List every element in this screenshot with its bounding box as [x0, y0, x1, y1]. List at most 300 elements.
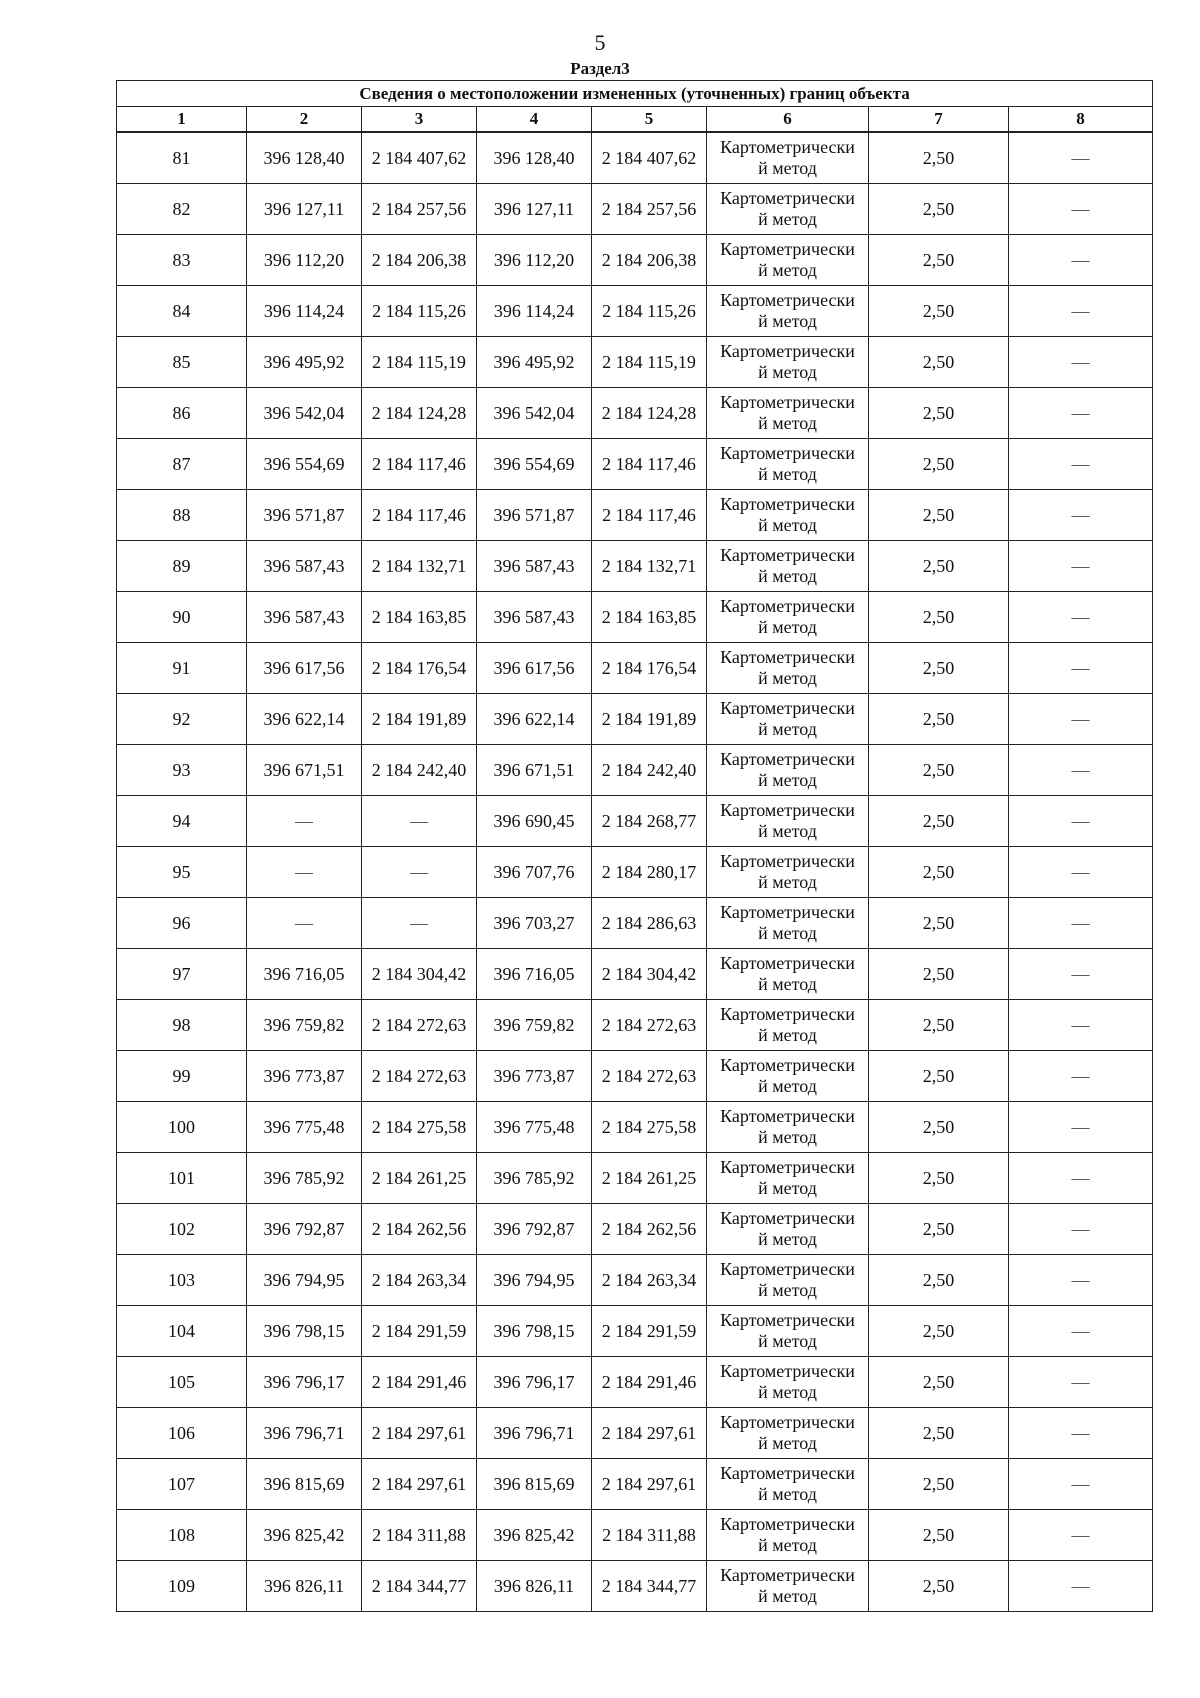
x-old-cell: 396 671,51 [247, 745, 362, 796]
y-new-cell: 2 184 242,40 [592, 745, 707, 796]
y-new-cell: 2 184 275,58 [592, 1102, 707, 1153]
accuracy-cell: 2,50 [869, 1102, 1009, 1153]
y-old-cell: 2 184 163,85 [362, 592, 477, 643]
method-cell [707, 643, 869, 694]
table-row [117, 1459, 1153, 1510]
note-cell: — [1009, 1357, 1153, 1408]
point-number-cell: 103 [117, 1255, 247, 1306]
method-cell [707, 1306, 869, 1357]
accuracy-cell: 2,50 [869, 847, 1009, 898]
method-line-1: Картометрически [720, 1208, 855, 1228]
method-cell [707, 796, 869, 847]
note-cell: — [1009, 745, 1153, 796]
accuracy-cell: 2,50 [869, 184, 1009, 235]
x-new-cell: 396 759,82 [477, 1000, 592, 1051]
x-new-cell: 396 671,51 [477, 745, 592, 796]
table-row [117, 337, 1153, 388]
note-cell: — [1009, 1561, 1153, 1612]
accuracy-cell: 2,50 [869, 643, 1009, 694]
table-row [117, 1102, 1153, 1153]
method-line-1: Картометрически [720, 137, 855, 157]
method-line-2: й метод [758, 719, 817, 739]
point-number-cell: 91 [117, 643, 247, 694]
y-new-cell: 2 184 268,77 [592, 796, 707, 847]
table-row [117, 1051, 1153, 1102]
accuracy-cell: 2,50 [869, 490, 1009, 541]
x-old-cell: — [247, 796, 362, 847]
table-row [117, 1255, 1153, 1306]
x-new-cell: 396 775,48 [477, 1102, 592, 1153]
method-line-2: й метод [758, 1025, 817, 1045]
method-line-1: Картометрически [720, 1310, 855, 1330]
method-cell [707, 1000, 869, 1051]
y-old-cell: 2 184 407,62 [362, 132, 477, 184]
y-old-cell: 2 184 242,40 [362, 745, 477, 796]
table-row [117, 132, 1153, 184]
table-row [117, 541, 1153, 592]
point-number-cell: 108 [117, 1510, 247, 1561]
method-line-1: Картометрически [720, 1055, 855, 1075]
column-header: 8 [1009, 107, 1153, 133]
method-cell [707, 1204, 869, 1255]
table-row [117, 898, 1153, 949]
note-cell: — [1009, 1153, 1153, 1204]
method-line-1: Картометрически [720, 443, 855, 463]
note-cell: — [1009, 1306, 1153, 1357]
y-old-cell: 2 184 117,46 [362, 439, 477, 490]
note-cell: — [1009, 949, 1153, 1000]
y-new-cell: 2 184 297,61 [592, 1459, 707, 1510]
table-row [117, 1408, 1153, 1459]
method-line-2: й метод [758, 923, 817, 943]
method-cell [707, 490, 869, 541]
method-cell [707, 1561, 869, 1612]
section-title: Раздел3 [570, 59, 630, 78]
note-cell: — [1009, 1204, 1153, 1255]
note-cell: — [1009, 643, 1153, 694]
x-new-cell: 396 112,20 [477, 235, 592, 286]
point-number-cell: 96 [117, 898, 247, 949]
table-row [117, 745, 1153, 796]
y-old-cell: 2 184 297,61 [362, 1459, 477, 1510]
method-cell [707, 1510, 869, 1561]
method-cell [707, 388, 869, 439]
table-row [117, 847, 1153, 898]
method-cell [707, 694, 869, 745]
point-number-cell: 83 [117, 235, 247, 286]
method-cell [707, 337, 869, 388]
method-line-1: Картометрически [720, 647, 855, 667]
x-old-cell: 396 775,48 [247, 1102, 362, 1153]
x-old-cell: 396 716,05 [247, 949, 362, 1000]
method-line-1: Картометрически [720, 188, 855, 208]
column-header: 1 [117, 107, 247, 133]
method-cell [707, 1459, 869, 1510]
point-number-cell: 89 [117, 541, 247, 592]
method-cell [707, 1408, 869, 1459]
note-cell: — [1009, 694, 1153, 745]
table-row [117, 439, 1153, 490]
accuracy-cell: 2,50 [869, 1153, 1009, 1204]
y-old-cell: 2 184 261,25 [362, 1153, 477, 1204]
method-line-2: й метод [758, 821, 817, 841]
method-cell [707, 132, 869, 184]
method-line-2: й метод [758, 1127, 817, 1147]
note-cell: — [1009, 847, 1153, 898]
point-number-cell: 84 [117, 286, 247, 337]
note-cell: — [1009, 1510, 1153, 1561]
y-new-cell: 2 184 124,28 [592, 388, 707, 439]
x-old-cell: 396 759,82 [247, 1000, 362, 1051]
method-line-1: Картометрически [720, 1565, 855, 1585]
method-line-1: Картометрически [720, 749, 855, 769]
y-old-cell: 2 184 344,77 [362, 1561, 477, 1612]
method-line-2: й метод [758, 1076, 817, 1096]
accuracy-cell: 2,50 [869, 235, 1009, 286]
method-line-2: й метод [758, 158, 817, 178]
x-new-cell: 396 495,92 [477, 337, 592, 388]
accuracy-cell: 2,50 [869, 1561, 1009, 1612]
method-line-2: й метод [758, 1433, 817, 1453]
note-cell: — [1009, 337, 1153, 388]
point-number-cell: 109 [117, 1561, 247, 1612]
y-old-cell: — [362, 847, 477, 898]
x-old-cell: 396 796,17 [247, 1357, 362, 1408]
method-line-1: Картометрически [720, 494, 855, 514]
method-line-2: й метод [758, 1331, 817, 1351]
note-cell: — [1009, 235, 1153, 286]
y-new-cell: 2 184 291,59 [592, 1306, 707, 1357]
table-row [117, 388, 1153, 439]
y-new-cell: 2 184 407,62 [592, 132, 707, 184]
point-number-cell: 85 [117, 337, 247, 388]
method-line-2: й метод [758, 566, 817, 586]
accuracy-cell: 2,50 [869, 541, 1009, 592]
method-cell [707, 847, 869, 898]
y-old-cell: 2 184 117,46 [362, 490, 477, 541]
method-line-1: Картометрически [720, 290, 855, 310]
x-new-cell: 396 796,17 [477, 1357, 592, 1408]
x-old-cell: 396 792,87 [247, 1204, 362, 1255]
table-row [117, 796, 1153, 847]
point-number-cell: 95 [117, 847, 247, 898]
y-old-cell: 2 184 132,71 [362, 541, 477, 592]
y-new-cell: 2 184 261,25 [592, 1153, 707, 1204]
point-number-cell: 81 [117, 132, 247, 184]
x-new-cell: 396 617,56 [477, 643, 592, 694]
column-header: 6 [707, 107, 869, 133]
x-new-cell: 396 798,15 [477, 1306, 592, 1357]
x-old-cell: 396 617,56 [247, 643, 362, 694]
table-row [117, 1000, 1153, 1051]
method-line-2: й метод [758, 209, 817, 229]
y-old-cell: 2 184 297,61 [362, 1408, 477, 1459]
x-old-cell: 396 794,95 [247, 1255, 362, 1306]
point-number-cell: 87 [117, 439, 247, 490]
point-number-cell: 93 [117, 745, 247, 796]
accuracy-cell: 2,50 [869, 898, 1009, 949]
column-header: 3 [362, 107, 477, 133]
point-number-cell: 82 [117, 184, 247, 235]
table-row [117, 643, 1153, 694]
accuracy-cell: 2,50 [869, 1510, 1009, 1561]
y-old-cell: 2 184 272,63 [362, 1000, 477, 1051]
method-line-1: Картометрически [720, 953, 855, 973]
x-new-cell: 396 703,27 [477, 898, 592, 949]
y-new-cell: 2 184 344,77 [592, 1561, 707, 1612]
accuracy-cell: 2,50 [869, 949, 1009, 1000]
table-row [117, 235, 1153, 286]
point-number-cell: 99 [117, 1051, 247, 1102]
boundary-coordinates-table [116, 80, 1153, 1612]
method-cell [707, 745, 869, 796]
method-line-1: Картометрически [720, 1514, 855, 1534]
method-line-1: Картометрически [720, 1463, 855, 1483]
point-number-cell: 86 [117, 388, 247, 439]
method-line-1: Картометрически [720, 1259, 855, 1279]
method-cell [707, 286, 869, 337]
method-line-2: й метод [758, 1229, 817, 1249]
point-number-cell: 97 [117, 949, 247, 1000]
accuracy-cell: 2,50 [869, 796, 1009, 847]
note-cell: — [1009, 286, 1153, 337]
method-cell [707, 184, 869, 235]
y-old-cell: 2 184 115,19 [362, 337, 477, 388]
accuracy-cell: 2,50 [869, 1204, 1009, 1255]
accuracy-cell: 2,50 [869, 1459, 1009, 1510]
method-line-2: й метод [758, 1586, 817, 1606]
y-new-cell: 2 184 286,63 [592, 898, 707, 949]
method-line-2: й метод [758, 515, 817, 535]
y-new-cell: 2 184 191,89 [592, 694, 707, 745]
method-line-2: й метод [758, 362, 817, 382]
x-new-cell: 396 587,43 [477, 592, 592, 643]
table-body [117, 132, 1153, 1612]
accuracy-cell: 2,50 [869, 388, 1009, 439]
y-new-cell: 2 184 117,46 [592, 439, 707, 490]
y-new-cell: 2 184 262,56 [592, 1204, 707, 1255]
note-cell: — [1009, 388, 1153, 439]
y-new-cell: 2 184 132,71 [592, 541, 707, 592]
x-new-cell: 396 825,42 [477, 1510, 592, 1561]
accuracy-cell: 2,50 [869, 286, 1009, 337]
method-line-1: Картометрически [720, 1157, 855, 1177]
y-old-cell: 2 184 176,54 [362, 643, 477, 694]
accuracy-cell: 2,50 [869, 1255, 1009, 1306]
table-row [117, 592, 1153, 643]
page-number: 5 [594, 30, 606, 55]
y-old-cell: 2 184 262,56 [362, 1204, 477, 1255]
accuracy-cell: 2,50 [869, 132, 1009, 184]
x-old-cell: — [247, 898, 362, 949]
accuracy-cell: 2,50 [869, 1408, 1009, 1459]
note-cell: — [1009, 592, 1153, 643]
method-line-2: й метод [758, 617, 817, 637]
x-new-cell: 396 128,40 [477, 132, 592, 184]
x-new-cell: 396 554,69 [477, 439, 592, 490]
table-row [117, 1561, 1153, 1612]
x-old-cell: 396 114,24 [247, 286, 362, 337]
table-row [117, 949, 1153, 1000]
column-number-row [117, 107, 1153, 133]
x-old-cell: 396 815,69 [247, 1459, 362, 1510]
accuracy-cell: 2,50 [869, 337, 1009, 388]
method-line-1: Картометрически [720, 1106, 855, 1126]
method-line-2: й метод [758, 311, 817, 331]
x-new-cell: 396 622,14 [477, 694, 592, 745]
y-old-cell: 2 184 115,26 [362, 286, 477, 337]
method-line-2: й метод [758, 974, 817, 994]
point-number-cell: 94 [117, 796, 247, 847]
x-old-cell: 396 825,42 [247, 1510, 362, 1561]
x-old-cell: 396 798,15 [247, 1306, 362, 1357]
note-cell: — [1009, 1255, 1153, 1306]
accuracy-cell: 2,50 [869, 1000, 1009, 1051]
accuracy-cell: 2,50 [869, 439, 1009, 490]
point-number-cell: 92 [117, 694, 247, 745]
method-cell [707, 1153, 869, 1204]
y-new-cell: 2 184 272,63 [592, 1051, 707, 1102]
y-new-cell: 2 184 115,26 [592, 286, 707, 337]
column-header: 4 [477, 107, 592, 133]
y-old-cell: 2 184 257,56 [362, 184, 477, 235]
method-line-1: Картометрически [720, 800, 855, 820]
table-title: Сведения о местоположении измененных (уточненных) границ объекта [117, 81, 1153, 107]
accuracy-cell: 2,50 [869, 745, 1009, 796]
point-number-cell: 106 [117, 1408, 247, 1459]
note-cell: — [1009, 1051, 1153, 1102]
method-line-2: й метод [758, 668, 817, 688]
y-new-cell: 2 184 117,46 [592, 490, 707, 541]
x-old-cell: 396 127,11 [247, 184, 362, 235]
y-new-cell: 2 184 263,34 [592, 1255, 707, 1306]
point-number-cell: 107 [117, 1459, 247, 1510]
x-new-cell: 396 707,76 [477, 847, 592, 898]
note-cell: — [1009, 439, 1153, 490]
y-new-cell: 2 184 206,38 [592, 235, 707, 286]
y-new-cell: 2 184 297,61 [592, 1408, 707, 1459]
y-new-cell: 2 184 291,46 [592, 1357, 707, 1408]
accuracy-cell: 2,50 [869, 592, 1009, 643]
method-cell [707, 949, 869, 1000]
method-line-2: й метод [758, 872, 817, 892]
method-cell [707, 898, 869, 949]
method-line-2: й метод [758, 1382, 817, 1402]
table-row [117, 1306, 1153, 1357]
method-line-2: й метод [758, 1484, 817, 1504]
method-cell [707, 1051, 869, 1102]
point-number-cell: 102 [117, 1204, 247, 1255]
accuracy-cell: 2,50 [869, 1306, 1009, 1357]
x-new-cell: 396 826,11 [477, 1561, 592, 1612]
x-old-cell: 396 587,43 [247, 592, 362, 643]
method-line-1: Картометрически [720, 545, 855, 565]
y-new-cell: 2 184 304,42 [592, 949, 707, 1000]
method-cell [707, 1102, 869, 1153]
x-new-cell: 396 785,92 [477, 1153, 592, 1204]
method-line-1: Картометрически [720, 341, 855, 361]
note-cell: — [1009, 541, 1153, 592]
method-line-1: Картометрически [720, 239, 855, 259]
y-old-cell: 2 184 263,34 [362, 1255, 477, 1306]
x-old-cell: 396 495,92 [247, 337, 362, 388]
point-number-cell: 90 [117, 592, 247, 643]
method-cell [707, 592, 869, 643]
x-old-cell: 396 112,20 [247, 235, 362, 286]
method-cell [707, 541, 869, 592]
x-old-cell: 396 785,92 [247, 1153, 362, 1204]
x-new-cell: 396 773,87 [477, 1051, 592, 1102]
method-line-1: Картометрически [720, 851, 855, 871]
x-old-cell: 396 773,87 [247, 1051, 362, 1102]
y-old-cell: 2 184 304,42 [362, 949, 477, 1000]
method-line-2: й метод [758, 1280, 817, 1300]
x-new-cell: 396 815,69 [477, 1459, 592, 1510]
method-line-1: Картометрически [720, 1004, 855, 1024]
y-old-cell: — [362, 898, 477, 949]
point-number-cell: 98 [117, 1000, 247, 1051]
method-line-1: Картометрически [720, 902, 855, 922]
method-line-2: й метод [758, 1178, 817, 1198]
y-new-cell: 2 184 115,19 [592, 337, 707, 388]
y-old-cell: 2 184 311,88 [362, 1510, 477, 1561]
x-old-cell: 396 587,43 [247, 541, 362, 592]
method-line-2: й метод [758, 464, 817, 484]
table-row [117, 490, 1153, 541]
method-line-2: й метод [758, 260, 817, 280]
x-new-cell: 396 794,95 [477, 1255, 592, 1306]
note-cell: — [1009, 132, 1153, 184]
note-cell: — [1009, 1000, 1153, 1051]
method-cell [707, 439, 869, 490]
column-header: 7 [869, 107, 1009, 133]
y-new-cell: 2 184 311,88 [592, 1510, 707, 1561]
y-new-cell: 2 184 257,56 [592, 184, 707, 235]
x-old-cell: 396 796,71 [247, 1408, 362, 1459]
y-old-cell: 2 184 291,59 [362, 1306, 477, 1357]
x-old-cell: 396 128,40 [247, 132, 362, 184]
column-header: 2 [247, 107, 362, 133]
y-new-cell: 2 184 176,54 [592, 643, 707, 694]
y-old-cell: 2 184 272,63 [362, 1051, 477, 1102]
x-old-cell: 396 622,14 [247, 694, 362, 745]
method-line-1: Картометрически [720, 1412, 855, 1432]
accuracy-cell: 2,50 [869, 694, 1009, 745]
table-row [117, 184, 1153, 235]
method-cell [707, 1255, 869, 1306]
x-new-cell: 396 716,05 [477, 949, 592, 1000]
x-new-cell: 396 587,43 [477, 541, 592, 592]
y-old-cell: 2 184 191,89 [362, 694, 477, 745]
x-old-cell: 396 554,69 [247, 439, 362, 490]
method-cell [707, 1357, 869, 1408]
method-line-1: Картометрически [720, 392, 855, 412]
x-new-cell: 396 571,87 [477, 490, 592, 541]
x-new-cell: 396 127,11 [477, 184, 592, 235]
point-number-cell: 88 [117, 490, 247, 541]
note-cell: — [1009, 898, 1153, 949]
accuracy-cell: 2,50 [869, 1051, 1009, 1102]
x-new-cell: 396 542,04 [477, 388, 592, 439]
table-row [117, 694, 1153, 745]
method-line-2: й метод [758, 770, 817, 790]
x-old-cell: 396 542,04 [247, 388, 362, 439]
x-old-cell: 396 826,11 [247, 1561, 362, 1612]
point-number-cell: 105 [117, 1357, 247, 1408]
accuracy-cell: 2,50 [869, 1357, 1009, 1408]
y-old-cell: 2 184 275,58 [362, 1102, 477, 1153]
column-header: 5 [592, 107, 707, 133]
